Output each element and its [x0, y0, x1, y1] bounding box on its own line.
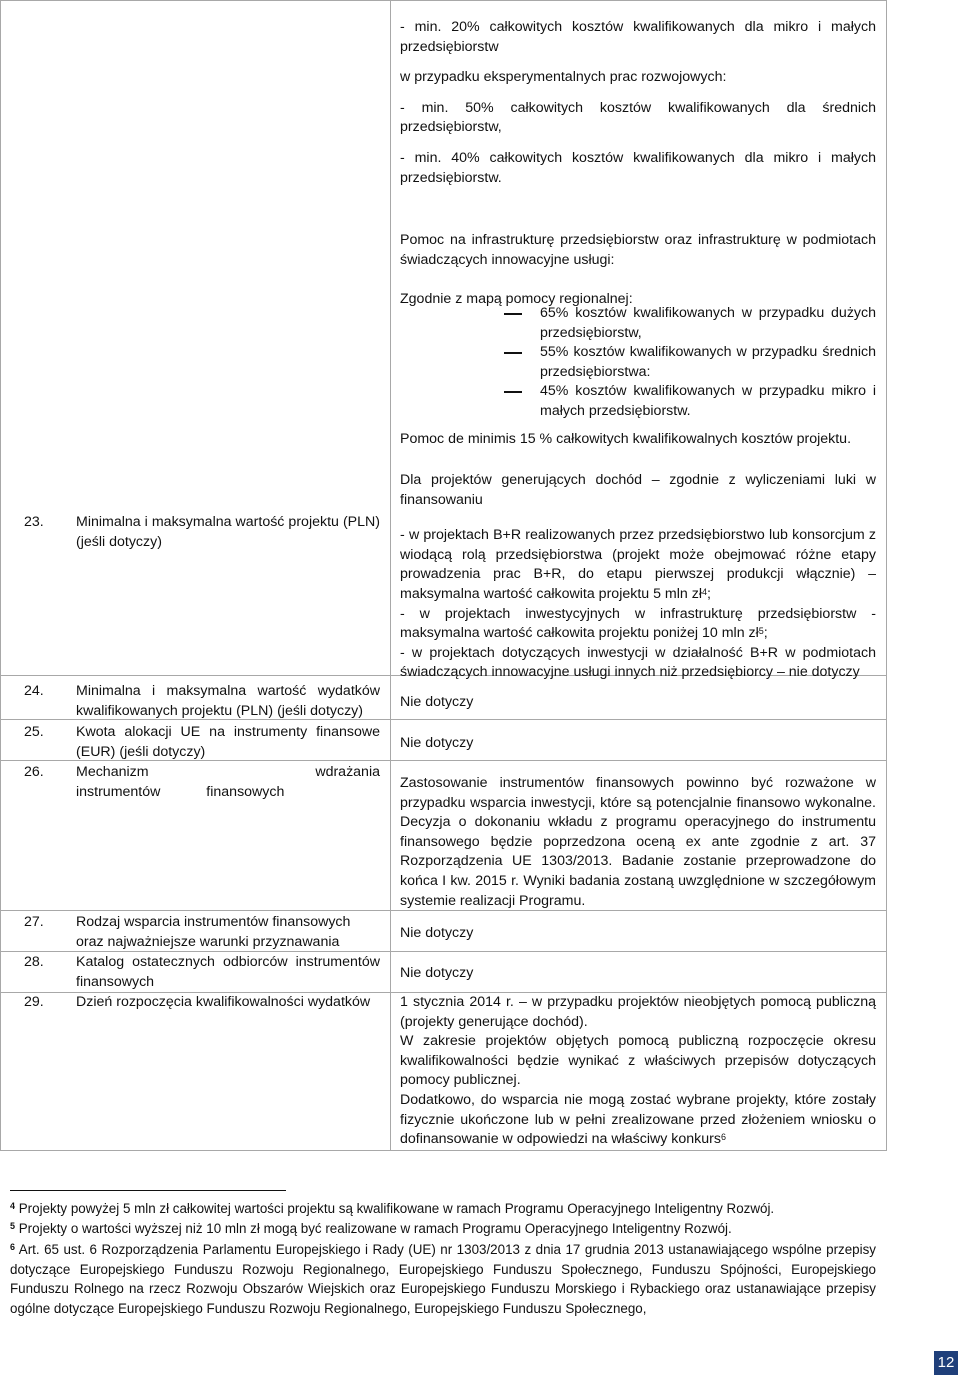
list-item: 45% kosztów kwalifikowanych w przypadku mikro i małych przedsiębiorstw. — [400, 382, 876, 421]
row-number: 24. — [24, 683, 44, 699]
list-item: 55% kosztów kwalifikowanych w przypadku średnich przedsiębiorstwa: — [400, 343, 876, 382]
dash-bullet-icon — [504, 313, 522, 315]
row-25-value: Nie dotyczy — [400, 735, 474, 751]
aid-intensity-section — [400, 18, 876, 188]
income-projects-note: Dla projektów generujących dochód – zgodnie z wyliczeniami luki w finansowaniu — [400, 472, 876, 508]
row-label: Dzień rozpoczęcia kwalifikowalności wydatków — [76, 994, 371, 1010]
row-23-value — [400, 471, 876, 683]
state-aid-eligibility: W zakresie projektów objętych pomocą publiczną rozpoczęcie okresu kwalifikowalności będzie wynikać z właściwych przepisów dotyczących pomocy publicznej. — [400, 1033, 876, 1089]
table-border-left — [0, 0, 1, 1151]
row-24-label — [24, 682, 380, 719]
table-border-top — [0, 0, 887, 1]
eligibility-start-date: 1 stycznia 2014 r. – w przypadku projektów nieobjętych pomocą publiczną (projekty generujące dochód). — [400, 994, 876, 1030]
row-number: 25. — [24, 724, 44, 740]
row-26-label — [24, 763, 380, 800]
infrastructure-list — [400, 304, 876, 422]
row-number: 26. — [24, 764, 44, 780]
row-label: Katalog ostatecznych odbiorców instrumentów finansowych — [76, 954, 380, 990]
innovation-services-limit: - w projektach dotyczących inwestycji w działalność B+R w podmiotach świadczących innowacyjne usługi innych niż przedsiębiorcy – nie dotyczy — [400, 644, 876, 681]
row-23-label — [24, 513, 380, 550]
row-number: 23. — [24, 514, 44, 530]
footnote-separator — [10, 1190, 286, 1191]
row-number: 28. — [24, 954, 44, 970]
aid-line-small-40: - min. 40% całkowitych kosztów kwalifikowanych dla mikro i małych przedsiębiorstw. — [400, 149, 876, 186]
row-27-value: Nie dotyczy — [400, 925, 474, 941]
row-28-label — [24, 953, 380, 990]
row-27-label — [24, 913, 380, 950]
footnote-6: $^6$ Art. 65 ust. 6 Rozporządzenia Parlamentu Europejskiego i Rady (UE) nr 1303/2013 z dnia 17 grudnia 2013 ustanawiającego wspólne przepisy dotyczące Europejskiego Funduszu Rozwoju Regionalnego, Europejskiego Funduszu Społecznego, Funduszu Spójności, Europejskiego Funduszu Rolnego na rzecz Rozwoju Obszarów Wiejskich oraz Europejskiego Funduszu Morskiego i Rybackiego oraz ustanawiające przepisy ogólne dotyczące Europejskiego Funduszu Rozwoju Regionalnego, Europejskiego Funduszu Społecznego, — [10, 1242, 876, 1316]
table-column-divider — [390, 0, 391, 1151]
infrastructure-intro: Pomoc na infrastrukturę przedsiębiorstw oraz infrastrukturę w podmiotach świadczących innowacyjne usługi: — [400, 232, 876, 268]
table-border-bottom — [0, 1150, 887, 1151]
dash-bullet-icon — [504, 391, 522, 393]
row-label: Mechanizm wdrażania instrumentów finansowych — [76, 764, 380, 800]
row-label: Kwota alokacji UE na instrumenty finansowe (EUR) (jeśli dotyczy) — [76, 724, 380, 760]
page-number-badge: 12 — [934, 1351, 958, 1375]
row-number: 27. — [24, 914, 44, 930]
aid-line-medium-50: - min. 50% całkowitych kosztów kwalifikowanych dla średnich przedsiębiorstw, — [400, 99, 876, 136]
row-number: 29. — [24, 994, 44, 1010]
row-24-value: Nie dotyczy — [400, 694, 474, 710]
row-28-value: Nie dotyczy — [400, 965, 474, 981]
infrastructure-aid-section — [400, 231, 876, 310]
dash-bullet-icon — [504, 352, 522, 354]
aid-line-small-20: - min. 20% całkowitych kosztów kwalifikowanych dla mikro i małych przedsiębiorstw — [400, 19, 876, 55]
completed-projects-note: Dodatkowo, do wsparcia nie mogą zostać wybrane projekty, które zostały fizycznie ukończone lub w pełni zrealizowane przed złożeniem wniosku o dofinansowanie w odpowiedzi na właściwy konkurs$^6$ — [400, 1091, 876, 1148]
list-item: 65% kosztów kwalifikowanych w przypadku dużych przedsiębiorstw, — [400, 304, 876, 343]
footnote-5: $^5$ Projekty o wartości wyższej niż 10 mln zł mogą być realizowane w ramach Programu Operacyjnego Inteligentny Rozwój. — [10, 1221, 732, 1236]
row-26-value: Zastosowanie instrumentów finansowych powinno być rozważone w przypadku wsparcia inwestycji, które są potencjalnie finansowo wykonalne. Decyzja o dokonaniu wkładu z programu operacyjnego do instrumentu finansowego będzie poprzedzona oceną ex ante zgodnie z art. 37 Rozporządzenia UE 1303/2013. Badanie zostanie przeprowadzone do końca I kw. 2015 r. Wyniki badania zostaną uwzględnione w szczegółowym systemie realizacji Programu. — [400, 775, 876, 909]
row-label: Rodzaj wsparcia instrumentów finansowych oraz najważniejsze warunki przyznawania — [76, 914, 351, 950]
row-29-label — [24, 993, 380, 1013]
row-label: Minimalna i maksymalna wartość wydatków kwalifikowanych projektu (PLN) (jeśli dotyczy) — [76, 683, 380, 719]
experimental-dev-heading: w przypadku eksperymentalnych prac rozwojowych: — [400, 69, 727, 86]
rd-projects-limit: - w projektach B+R realizowanych przez przedsiębiorstwo lub konsorcjum z wiodącą rolą przedsiębiorstwa (projekt może obejmować różne etapy prowadzenia prac B+R, do etapu pierwszej produkcji włącznie) – maksymalna wartość całkowita projektu 5 mln $zł^4$; — [400, 527, 876, 602]
regional-map-label: Zgodnie z mapą pomocy regionalnej: — [400, 291, 633, 308]
row-25-label — [24, 723, 380, 760]
table-border-right — [886, 0, 887, 1151]
row-29-value — [400, 993, 876, 1150]
infrastructure-projects-limit: - w projektach inwestycyjnych w infrastrukturę przedsiębiorstw - maksymalna wartość całkowita projektu poniżej 10 mln $zł^5$; — [400, 605, 876, 642]
row-label: Minimalna i maksymalna wartość projektu (PLN) (jeśli dotyczy) — [76, 514, 380, 550]
footnote-4: $^4$ Projekty powyżej 5 mln zł całkowitej wartości projektu są kwalifikowane w ramach Programu Operacyjnego Inteligentny Rozwój. — [10, 1201, 775, 1216]
de-minimis-note: Pomoc de minimis 15 % całkowitych kwalifikowalnych kosztów projektu. — [400, 431, 852, 447]
